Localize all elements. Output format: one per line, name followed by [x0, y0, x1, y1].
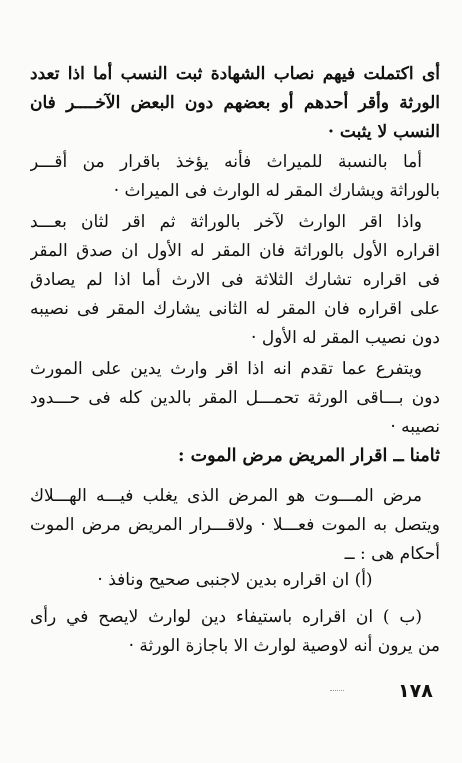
- text-line: على اقراره فان المقر له الثانى يشارك المقر فى نصيبه: [30, 299, 440, 319]
- text-line: دون نصيب المقر له الأول ·: [251, 328, 440, 348]
- list-item-b: [30, 603, 440, 661]
- text-line: أحكام هى : ــ: [344, 544, 440, 564]
- section-heading-block: [30, 440, 440, 472]
- section-heading: ثامنا ــ اقرار المريض مرض الموت :: [178, 446, 440, 466]
- text-line: مرض المـــوت هو المرض الذى يغلب فيـــه الهـــلاك: [30, 486, 422, 506]
- paragraph-death-illness-definition: [30, 482, 440, 569]
- text-line: اقراره الأول بالوراثة فان المقر له الأول ان صدق المقر: [30, 241, 440, 261]
- page-number: ١٧٨: [398, 680, 433, 702]
- text-line: ويتفرع عما تقدم انه اذا اقر وارث يدين على المورث: [30, 359, 422, 379]
- text-line: فى اقراره تشارك الثلاثة فى الارث أما اذا لم يصادق: [30, 270, 440, 290]
- text-line: (ب ) ان اقراره باستيفاء دين لوارث لايصح في رأى: [30, 607, 422, 627]
- paper-speck: [330, 690, 344, 695]
- text-line: (أ) ان اقراره بدين لاجنبى صحيح ونافذ ·: [97, 570, 373, 590]
- text-line: ويتصل به الموت فعـــلا · ولاقـــرار المريض مرض الموت: [30, 515, 440, 535]
- text-line: النسب لا يثبت ·: [328, 122, 440, 142]
- paragraph-second-acknowledgment: [30, 208, 440, 353]
- text-line: من يرون أنه لاوصية لوارث الا باجازة الورثة ·: [128, 636, 440, 656]
- text-line: أما بالنسبة للميراث فأنه يؤخذ باقرار من أقـــر: [30, 152, 422, 172]
- text-line: أى اكتملت فيهم نصاب الشهادة ثبت النسب أما اذا تعدد: [30, 64, 440, 84]
- text-line: بالوراثة ويشارك المقر له الوارث فى الميراث ·: [113, 181, 440, 201]
- text-line: دون بـــاقى الورثة تحمـــل المقر بالدين كله فى حـــدود: [30, 388, 440, 408]
- list-item-a: [30, 566, 440, 595]
- text-line: واذا اقر الوارث لآخر بالوراثة ثم اقر لثان بعـــد: [30, 212, 422, 232]
- paragraph-debt-acknowledgment: [30, 355, 440, 442]
- text-line: نصيبه ·: [390, 417, 440, 437]
- paragraph-inheritance-proof: [30, 60, 440, 147]
- paragraph-inheritance-share: [30, 148, 440, 206]
- text-line: الورثة وأقر أحدهم أو بعضهم دون البعض الآخــــر فان: [30, 93, 440, 113]
